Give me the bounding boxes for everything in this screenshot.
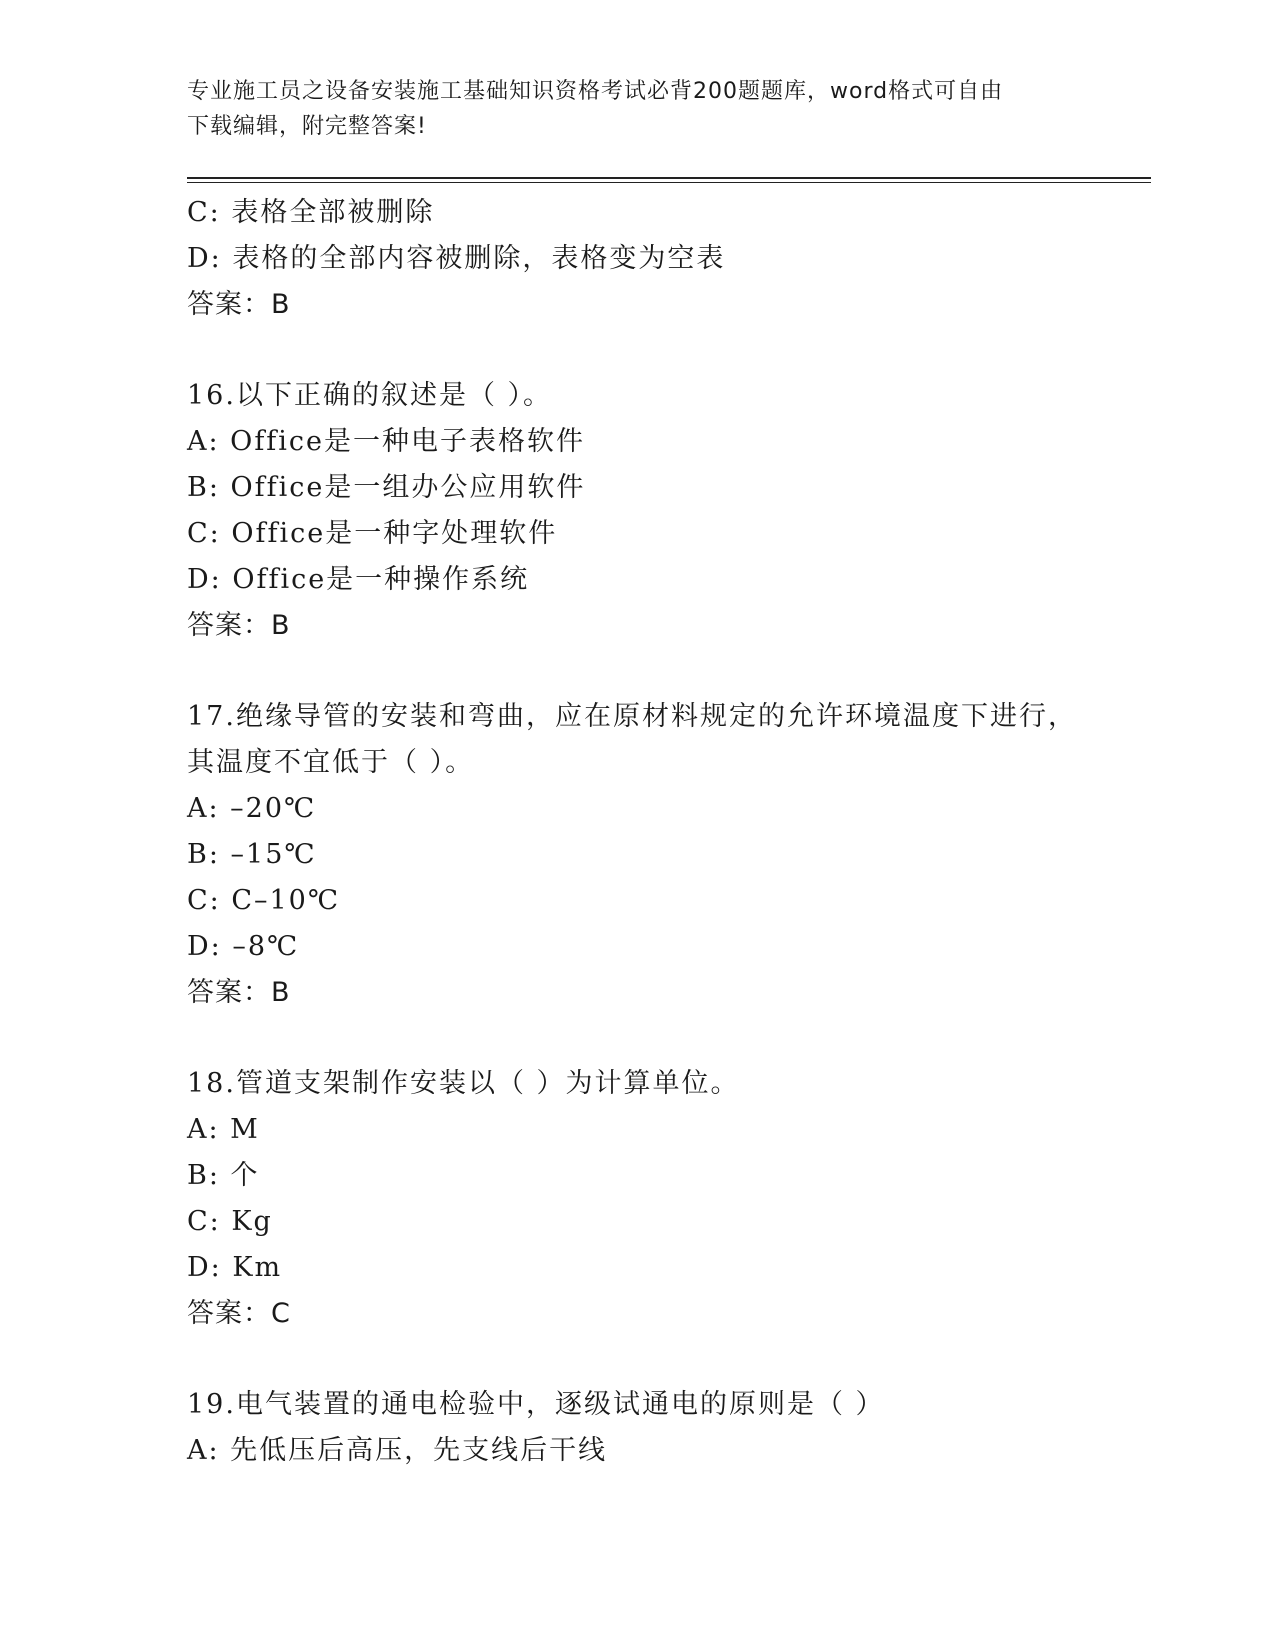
option-a: A: M xyxy=(187,1114,260,1145)
option-d: D: Office是一种操作系统 xyxy=(187,564,530,595)
answer-label: 答案：C xyxy=(187,1298,291,1329)
answer-label: 答案：B xyxy=(187,289,291,320)
question-15-tail xyxy=(187,190,1087,328)
question-stem-continued: 其温度不宜低于（ ）。 xyxy=(187,747,475,778)
header-line-2: 下载编辑，附完整答案! xyxy=(187,114,427,139)
option-c: C: 表格全部被删除 xyxy=(187,197,435,228)
option-d: D: Km xyxy=(187,1252,283,1283)
question-17 xyxy=(187,694,1087,1016)
option-a: A: Office是一种电子表格软件 xyxy=(187,426,586,457)
option-d: D: 表格的全部内容被删除，表格变为空表 xyxy=(187,243,726,274)
spacer xyxy=(187,649,1087,694)
option-b: B: 个 xyxy=(187,1160,260,1191)
option-c: C: Office是一种字处理软件 xyxy=(187,518,558,549)
header-line-1: 专业施工员之设备安装施工基础知识资格考试必背200题题库，word格式可自由 xyxy=(187,79,1004,104)
answer-label: 答案：B xyxy=(187,610,291,641)
question-19 xyxy=(187,1382,1087,1474)
option-c: C: Kg xyxy=(187,1206,273,1237)
answer-label: 答案：B xyxy=(187,977,291,1008)
question-stem: 18.管道支架制作安装以（ ）为计算单位。 xyxy=(187,1068,740,1099)
option-b: B: –15℃ xyxy=(187,839,317,870)
option-a: A: –20℃ xyxy=(187,793,317,824)
option-b: B: Office是一组办公应用软件 xyxy=(187,472,586,503)
question-16 xyxy=(187,373,1087,649)
question-stem: 19.电气装置的通电检验中，逐级试通电的原则是（ ） xyxy=(187,1389,885,1420)
header-divider-thick xyxy=(187,177,1151,179)
question-stem: 16.以下正确的叙述是（ ）。 xyxy=(187,380,553,411)
question-18 xyxy=(187,1061,1087,1337)
question-list xyxy=(187,190,1087,1474)
spacer xyxy=(187,1337,1087,1382)
option-c: C: C–10℃ xyxy=(187,885,341,916)
question-stem: 17.绝缘导管的安装和弯曲，应在原材料规定的允许环境温度下进行， xyxy=(187,701,1077,732)
document-header xyxy=(187,74,1067,144)
option-a: A: 先低压后高压，先支线后干线 xyxy=(187,1435,608,1466)
header-divider-thin xyxy=(187,182,1151,183)
spacer xyxy=(187,1016,1087,1061)
spacer xyxy=(187,328,1087,373)
option-d: D: –8℃ xyxy=(187,931,300,962)
